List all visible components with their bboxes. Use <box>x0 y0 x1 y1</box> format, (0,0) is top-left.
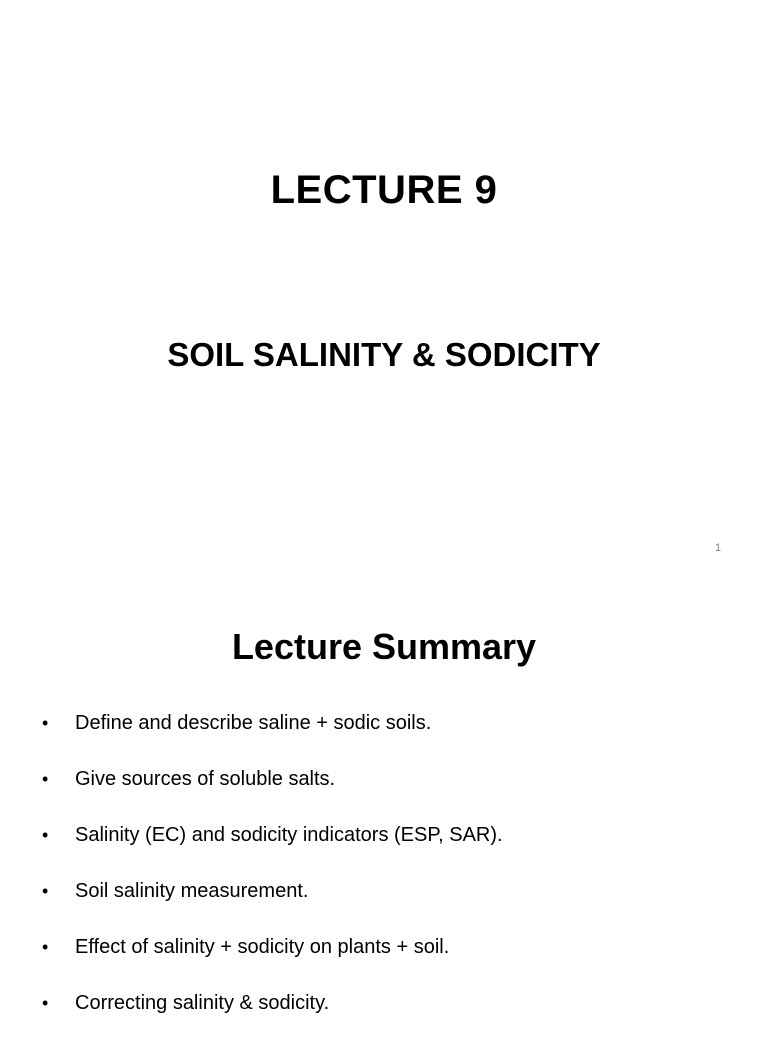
bullet-text: Define and describe saline + sodic soils. <box>75 712 432 734</box>
bullet-dot-icon: • <box>42 769 49 789</box>
bullet-dot-icon: • <box>42 713 49 733</box>
lecture-subtitle: SOIL SALINITY & SODICITY <box>167 336 601 373</box>
bullet-item <box>42 989 503 1045</box>
bullet-item <box>42 877 503 933</box>
bullet-item <box>42 765 503 821</box>
bullet-item <box>42 933 503 989</box>
bullet-item <box>42 821 503 877</box>
bullet-dot-icon: • <box>42 937 49 957</box>
summary-bullet-list <box>42 709 503 1045</box>
bullet-dot-icon: • <box>42 825 49 845</box>
bullet-text: Salinity (EC) and sodicity indicators (ESP, SAR). <box>75 824 503 846</box>
bullet-text: Soil salinity measurement. <box>75 880 309 902</box>
bullet-text: Give sources of soluble salts. <box>75 768 336 790</box>
bullet-item <box>42 709 503 765</box>
bullet-text: Correcting salinity & sodicity. <box>75 992 330 1014</box>
bullet-dot-icon: • <box>42 993 49 1013</box>
lecture-title: LECTURE 9 <box>270 168 498 212</box>
page-number: 1 <box>714 542 722 554</box>
bullet-dot-icon: • <box>42 881 49 901</box>
summary-slide <box>0 576 768 1024</box>
bullet-text: Effect of salinity + sodicity on plants + soil. <box>75 936 450 958</box>
summary-title: Lecture Summary <box>231 626 537 667</box>
